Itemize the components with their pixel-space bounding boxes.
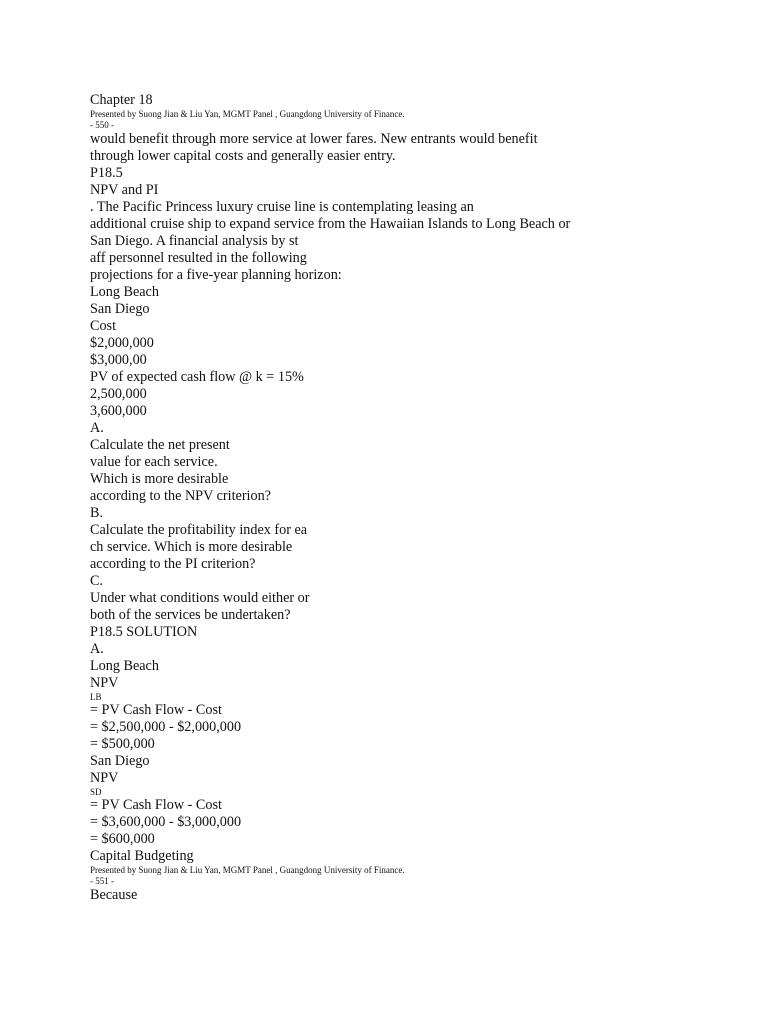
document-page (90, 92, 730, 904)
text-line: NPV (90, 675, 119, 691)
footer-line: - 550 - (90, 120, 114, 130)
footer-line: - 551 - (90, 876, 114, 886)
text-line: Because (90, 887, 138, 903)
text-line: Chapter 18 (90, 92, 153, 108)
text-line: P18.5 SOLUTION (90, 624, 198, 640)
text-line: = $600,000 (90, 831, 155, 847)
text-line: San Diego (90, 753, 150, 769)
text-line: Long Beach (90, 658, 159, 674)
text-line: according to the NPV criterion? (90, 488, 271, 504)
text-line: would benefit through more service at lower fares. New entrants would benefit (90, 131, 538, 147)
text-line: = PV Cash Flow - Cost (90, 797, 222, 813)
text-line: Which is more desirable (90, 471, 229, 487)
text-line: PV of expected cash flow @ k = 15% (90, 369, 304, 385)
text-line: ch service. Which is more desirable (90, 539, 293, 555)
text-line: Capital Budgeting (90, 848, 194, 864)
text-line: = PV Cash Flow - Cost (90, 702, 222, 718)
text-line: 2,500,000 (90, 386, 147, 402)
text-line: P18.5 (90, 165, 123, 181)
text-line: Calculate the net present (90, 437, 230, 453)
text-line: both of the services be undertaken? (90, 607, 291, 623)
text-line: San Diego (90, 301, 150, 317)
text-line: = $2,500,000 - $2,000,000 (90, 719, 242, 735)
text-line: according to the PI criterion? (90, 556, 256, 572)
text-line: = $500,000 (90, 736, 155, 752)
text-line: value for each service. (90, 454, 218, 470)
text-line: projections for a five-year planning horizon: (90, 267, 342, 283)
text-line: Cost (90, 318, 117, 334)
text-line: $2,000,000 (90, 335, 154, 351)
text-line: C. (90, 573, 104, 589)
text-line: $3,000,00 (90, 352, 147, 368)
text-line: 3,600,000 (90, 403, 147, 419)
subscript-line: LB (90, 692, 102, 702)
text-line: Calculate the profitability index for ea (90, 522, 308, 538)
text-line: San Diego. A financial analysis by st (90, 233, 299, 249)
text-line: A. (90, 641, 104, 657)
text-line: through lower capital costs and generally easier entry. (90, 148, 396, 164)
text-line: aff personnel resulted in the following (90, 250, 307, 266)
text-line: A. (90, 420, 104, 436)
text-line: NPV and PI (90, 182, 159, 198)
footer-line: Presented by Suong Jian & Liu Yan, MGMT Panel , Guangdong University of Finance. (90, 109, 405, 119)
text-line: NPV (90, 770, 119, 786)
text-line: additional cruise ship to expand service from the Hawaiian Islands to Long Beach or (90, 216, 571, 232)
footer-line: Presented by Suong Jian & Liu Yan, MGMT Panel , Guangdong University of Finance. (90, 865, 405, 875)
text-line: . The Pacific Princess luxury cruise line is contemplating leasing an (90, 199, 474, 215)
text-line: Under what conditions would either or (90, 590, 310, 606)
text-line: = $3,600,000 - $3,000,000 (90, 814, 242, 830)
subscript-line: SD (90, 787, 102, 797)
text-line: Long Beach (90, 284, 159, 300)
text-line: B. (90, 505, 104, 521)
